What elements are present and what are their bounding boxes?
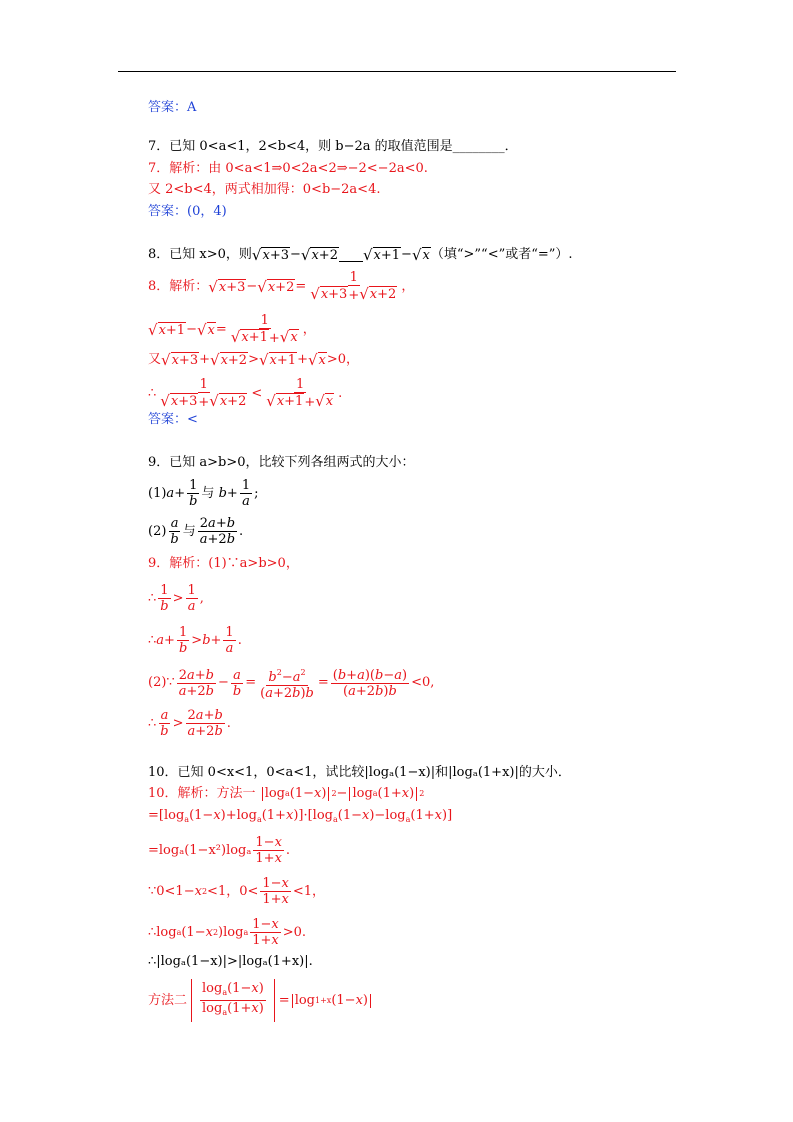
q7-solution-2: 又 2<b<4，两式相加得：0<b−2a<4.	[148, 182, 381, 197]
q10-solution-1: 10．解析：方法一 log a (1− x ) 2 − log a (1+ x ) 2	[148, 786, 425, 801]
q9-with-1: 与	[201, 485, 215, 501]
q9-solution-5: ∴ $\frac{a}{b}$ > $\frac{2a+b}{a+2b}$ .	[148, 708, 231, 739]
answer-a: 答案：A	[148, 100, 197, 115]
q8-stem: 8．已知 x>0，则 √ x+3 − √ x+2 √ x+1 − √ x （填“>”“<”或者“=”）.	[148, 246, 573, 264]
q9-part1-label: (1)	[148, 485, 167, 501]
q10-solution-3: =logₐ(1−x²)logₐ $\frac{1-x}{1+x}$ .	[148, 835, 291, 866]
q8-sol-label: 8．解析：	[148, 278, 209, 294]
q9-solution-3: ∴ a + $\frac{1}{b}$ > b + $\frac{1}{a}$ .	[148, 625, 242, 656]
q8-line3-pre: 又	[148, 352, 162, 367]
q8-answer: 答案：<	[148, 412, 198, 427]
q8-stem-post: （填“>”“<”或者“=”）.	[430, 247, 573, 262]
q9-stem: 9．已知 a>b>0，比较下列各组两式的大小：	[148, 455, 415, 470]
q8-solution-3: 又 √ x+3 + √ x+2 > √ x+1 + √ x >0，	[148, 351, 360, 369]
q9-solution-2: ∴ $\frac{1}{b}$ > $\frac{1}{a}$ ,	[148, 583, 204, 614]
q10-line3: =logₐ(1−x²)logₐ	[148, 842, 252, 858]
header-rule	[118, 71, 676, 72]
q8-solution-4: ∴ 1 √ x+3 + √ x+2 < 1 √ x+1 + √ x .	[148, 377, 343, 410]
q9-part1: (1) a + $\frac{1}{b}$ 与 b + $\frac{1}{a}$ ;	[148, 478, 259, 509]
q10-solution-7: 方法二 $\frac{\log_a(1-x)}{\log_a(1+x)}$ = log 1+x (1− x )	[148, 979, 373, 1022]
q9-solution-1: 9．解析：(1)∵a>b>0，	[148, 556, 299, 571]
q8-line3-post: >0，	[326, 352, 360, 367]
q10-method2: 方法二	[148, 992, 188, 1008]
q10-sol-label: 10．解析：方法一	[148, 786, 256, 801]
q10-stem: 10．已知 0<x<1，0<a<1，试比较|logₐ(1−x)|和|logₐ(1+x)|的大小．	[148, 765, 571, 780]
q9-with-2: 与	[182, 523, 196, 539]
q9-part2-label: (2)	[148, 523, 167, 539]
q10-solution-5: ∴log a (1− x 2 )log a $\frac{1-x}{1+x}$ >0.	[148, 917, 307, 948]
q10-solution-6: ∴|logₐ(1−x)|>|logₐ(1+x)|.	[148, 954, 313, 969]
q7-answer: 答案：(0，4)	[148, 204, 227, 219]
q7-solution-1: 7．解析：由 0<a<1⇒0<2a<2⇒−2<−2a<0.	[148, 161, 428, 176]
q8-stem-pre: 8．已知 x>0，则	[148, 247, 252, 262]
q8-blank	[339, 249, 363, 262]
q7-stem: 7．已知 0<a<1，2<b<4，则 b−2a 的取值范围是________．	[148, 139, 518, 154]
q9-part2: (2) $\frac{a}{b}$ 与 $\frac{2a+b}{a+2b}$ .	[148, 516, 244, 547]
q10-solution-4: ∵0<1− x 2 <1，0< $\frac{1-x}{1+x}$ <1，	[148, 876, 326, 907]
q8-therefore: ∴	[148, 385, 157, 401]
q9-solution-4: (2)∵ $\frac{2a+b}{a+2b}$ − $\frac{a}{b}$ = $\frac{b^2-a^2}{(a+2b)b}$ = $\frac{(b+a)(b-a)}{(a+2b)b}$ <0,	[148, 665, 434, 701]
q9-part2-sol-label: (2)∵	[148, 675, 175, 690]
q8-solution-1: 8．解析： √ x+3 − √ x+2 = 1 √ x+3 + √ x+2 ，	[148, 270, 415, 303]
q10-solution-2: $=[\log_a(1-x)+\log_a(1+x)]\cdot[\log_a(1-x)-\log_a(1+x)]$	[148, 808, 453, 824]
q8-solution-2: √ x+1 − √ x = 1 √ x+1 + √ x ，	[148, 313, 316, 346]
